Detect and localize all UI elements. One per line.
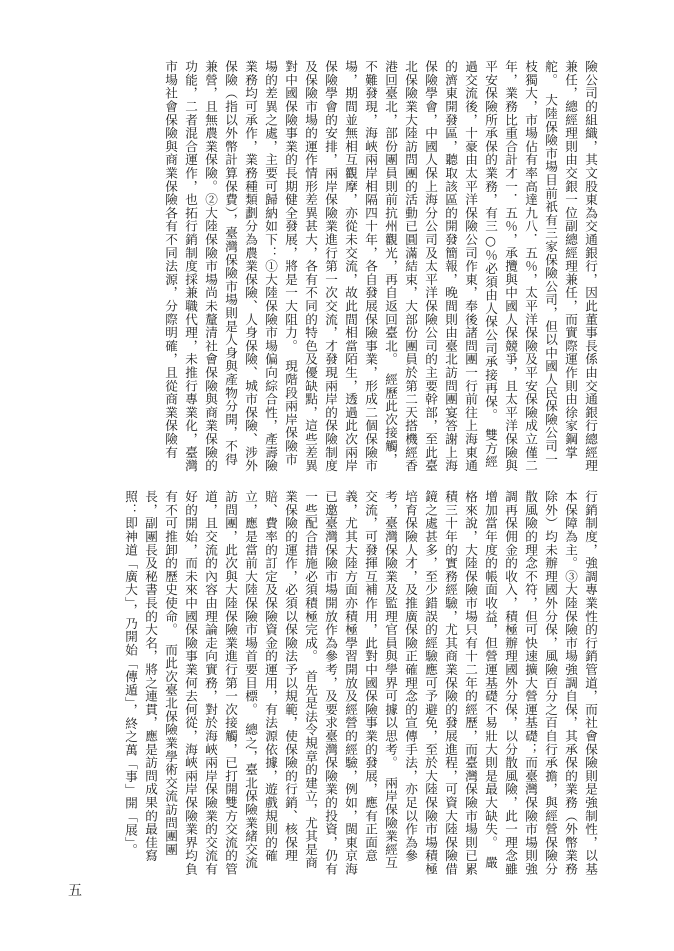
article-text-lower: 行銷制度，強調專業性的行銷管道，而社會保險則是強制性，以基本保障為主。③大陸保險市場強調自保，其承保的業務（外幣業務除外）均未辦理國外分保，風險百分之百自行承擔，與經營保險分散風險的理念不符，但可快速擴大營運基礎；而臺灣保險市場則強調再保佣金的收入，積極辦理國外分保，以分散風險，此一理念雖增加當年度的帳面收益，但營運基礎不易壯大則是最大缺失。 嚴格來說，大陸保險市場只有十二年的經歷，而臺灣保險市場則已累積三十年的實務經驗，尤其商業保險的發展進程，可資大陸保險借鏡之處甚多，至少錯誤的經驗應可予避免，至於大陸保險市場積極培育保險人才，及推廣保險正確理念的宣傳手法，亦足以作為參考，臺灣保險業及監理官員與學界可據以思考。 兩岸保險業經互交流，可發揮互補作用，此對中國保險事業的發展，應有正面意義，尤其大陸方面亦積極學習開放及經營的經驗，例如，閩東京海已邀臺灣保險市場開放作為參考，及要求臺灣保險業的投資，仍有一些配合措施必須積極完成。 首先是法令規章的建立，尤其是商業保險的運作，必須以保險法予以規範，使保險的行銷、核保理賠、費率的訂定及保險資金的運用，有法源依據，遊戲規則的確立，應是當前大陸保險市場首要目標。 總之，臺北保險業緒交流訪問團，此次與大陸保險業進行第一次接觸，已打開雙方交流的管道，且交流的內容由理論走向實務，對於海峽兩岸保險業的交流有好的開始，而未來中國保險事業何去何從，海峽兩岸保險業界均負有不可推卸的歷史使命。 而此次臺北保險業學術交流訪問團團長，副團長及秘書長的大名，將之連貫，應是訪問成果的最佳寫照：即神道「廣大」，乃開始「傳遁」，終之萬「事」開「展」。 [123,490,598,876]
article-text-upper: 險公司的組織，其文股東為交通銀行，因此董事長係由交通銀行總經理兼任，總經理則由交銀一位副總經理兼任，而實際運作則由徐家鋼掌舵。 大陸保險市場目前祇有三家保險公司，但以中國人民保險公司一枝獨大，市場佔有率高達九八．五％，太平洋保險及平安保險成立僅二年，業務比重合計才一．五％，承攬與中國人保競爭，且太平洋保險與平安保險所承保的業務，有三○％必須由人保公司承接再保。 雙方經過交流後，十豪由太平洋保險公司作東，奉後諸問團一行前往上海東通的濟東開發區，聽取該區的開發簡報，晚間則由臺北訪問團宴答謝上海保險學會，中國人保上海分公司及太平洋保險公司的主要幹部，至此臺北保險業大陸訪問團的活動已圓滿結束，大部份團員於第二天搭機經香港回臺北，部份團員則前抗州觀光，再自返回臺北。 經歷此次接觸，不難發現，海峽兩岸相隔四十年，各自發展保險事業，形成二個保險市場，期間並無相互觀摩，亦從未交流，故此間相當陌生，透過此次兩岸保險學會的安排，兩岸保險業進行第一次交流，才發現兩岸的保險制度及保險市場的運作情形差異甚大，各有不同的特色及優缺點，這些差異對中國保險事業的長期健全發展，將是一大阻力。 現階段兩岸保險市場的差異之處，主要可歸納如下：①大陸保險市場偏向綜合性，產壽險業務均可承作，業務種類劃分為農業保險、人身保險、城市保險、涉外保險（指以外幣計算保費），臺灣保險市場則是人身與產物分開，不得兼營，且無農業保險。②大陸保險市場尚未釐清社會保險與商業保險的功能，二者混合運作，也拓行銷制度採兼職代理，未推行專業化，臺灣市場社會保險與商業保險各有不同法源，分際明確，且從商業保險有 [163,60,598,473]
page-number: 五 [68,883,82,899]
